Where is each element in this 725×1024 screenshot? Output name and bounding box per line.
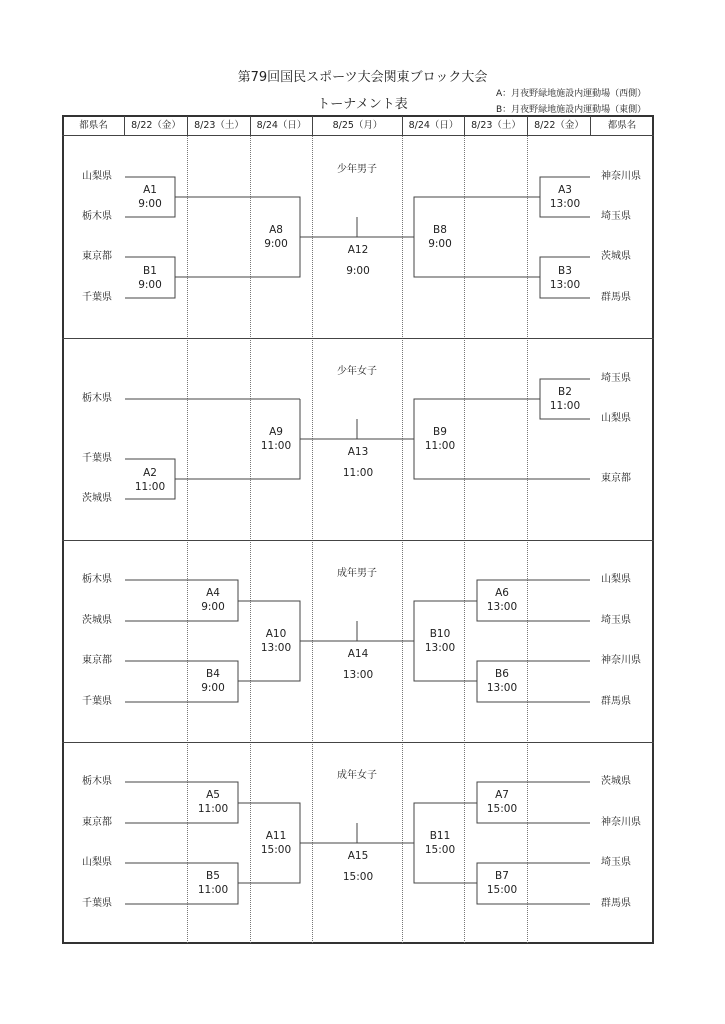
- match-label: [535, 264, 595, 292]
- match-label: [120, 264, 180, 292]
- match-label: [535, 385, 595, 413]
- match-label: [120, 466, 180, 494]
- match-time: 9:00: [201, 601, 225, 613]
- team-left: 栃木県: [82, 211, 112, 222]
- team-left: 茨城県: [82, 615, 112, 626]
- match-code: A9: [269, 426, 283, 438]
- match-time: 13:00: [549, 279, 581, 291]
- header-date: 8/22（金）: [534, 120, 584, 131]
- team-left: 千葉県: [82, 696, 112, 707]
- match-time: 15:00: [486, 803, 518, 815]
- team-left: 東京都: [82, 251, 112, 262]
- match-code: B8: [433, 224, 447, 236]
- match-code: A1: [143, 184, 157, 196]
- match-label: [535, 183, 595, 211]
- match-label: [410, 425, 470, 453]
- match-time: 15:00: [424, 844, 456, 856]
- match-time: 9:00: [428, 238, 452, 250]
- header-date: 8/23（土）: [194, 120, 244, 131]
- match-time: 15:00: [342, 871, 374, 883]
- venue-b: B：月夜野緑地施設内運動場（東側）: [496, 105, 647, 115]
- match-time: 9:00: [138, 279, 162, 291]
- match-code: B3: [558, 265, 572, 277]
- match-code: A10: [265, 628, 287, 640]
- venue-a: A：月夜野緑地施設内運動場（西側）: [496, 89, 647, 99]
- match-time: 11:00: [260, 440, 292, 452]
- match-code: A14: [347, 648, 369, 660]
- header-prefecture-right: 都県名: [607, 120, 637, 131]
- team-left: 栃木県: [82, 393, 112, 404]
- team-left: 山梨県: [82, 857, 112, 868]
- match-code: A8: [269, 224, 283, 236]
- match-time: 9:00: [346, 265, 370, 277]
- match-label: [410, 223, 470, 251]
- match-label: [183, 667, 243, 695]
- team-left: 東京都: [82, 655, 112, 666]
- team-left: 千葉県: [82, 292, 112, 303]
- match-code: B4: [206, 668, 220, 680]
- team-right: 埼玉県: [601, 615, 631, 626]
- match-label: [472, 586, 532, 614]
- match-label: [183, 788, 243, 816]
- match-time: 11:00: [197, 803, 229, 815]
- match-time: 9:00: [264, 238, 288, 250]
- header-date: 8/24（日）: [408, 120, 459, 131]
- match-code: A12: [347, 244, 369, 256]
- match-time: 9:00: [201, 682, 225, 694]
- match-code: B5: [206, 870, 220, 882]
- match-time: 13:00: [342, 669, 374, 681]
- match-time: 11:00: [549, 400, 581, 412]
- team-left: 茨城県: [82, 493, 112, 504]
- team-right: 埼玉県: [601, 373, 631, 384]
- page-title: 第79回国民スポーツ大会関東ブロック大会: [237, 70, 488, 85]
- match-time: 13:00: [486, 682, 518, 694]
- match-time: 11:00: [424, 440, 456, 452]
- team-right: 埼玉県: [601, 211, 631, 222]
- match-label: [183, 869, 243, 897]
- team-left: 栃木県: [82, 574, 112, 585]
- header-date: 8/22（金）: [131, 120, 181, 131]
- match-code: B7: [495, 870, 509, 882]
- team-left: 千葉県: [82, 898, 112, 909]
- match-code: A2: [143, 467, 157, 479]
- header-date: 8/23（土）: [471, 120, 521, 131]
- section-title: 成年女子: [337, 770, 377, 781]
- match-code: A3: [558, 184, 572, 196]
- match-time: 11:00: [197, 884, 229, 896]
- team-right: 群馬県: [601, 898, 631, 909]
- match-code: A4: [206, 587, 220, 599]
- team-right: 山梨県: [601, 574, 631, 585]
- match-label: [328, 644, 388, 686]
- match-label: [328, 846, 388, 888]
- match-label: [410, 627, 470, 655]
- match-code: A5: [206, 789, 220, 801]
- team-right: 山梨県: [601, 413, 631, 424]
- match-code: A13: [347, 446, 369, 458]
- match-code: A6: [495, 587, 509, 599]
- match-time: 13:00: [260, 642, 292, 654]
- match-time: 13:00: [486, 601, 518, 613]
- match-time: 13:00: [549, 198, 581, 210]
- match-label: [472, 869, 532, 897]
- team-right: 神奈川県: [601, 171, 641, 182]
- match-time: 15:00: [486, 884, 518, 896]
- team-right: 神奈川県: [601, 655, 641, 666]
- team-left: 栃木県: [82, 776, 112, 787]
- match-code: B10: [429, 628, 451, 640]
- match-time: 11:00: [342, 467, 374, 479]
- team-right: 群馬県: [601, 696, 631, 707]
- match-label: [328, 442, 388, 484]
- team-left: 山梨県: [82, 171, 112, 182]
- match-code: B11: [429, 830, 451, 842]
- match-label: [472, 667, 532, 695]
- match-label: [410, 829, 470, 857]
- match-time: 11:00: [134, 481, 166, 493]
- match-label: [328, 240, 388, 282]
- match-time: 13:00: [424, 642, 456, 654]
- team-right: 埼玉県: [601, 857, 631, 868]
- team-left: 千葉県: [82, 453, 112, 464]
- page-subtitle: トーナメント表: [317, 97, 408, 112]
- match-code: B1: [143, 265, 157, 277]
- team-right: 東京都: [601, 473, 631, 484]
- match-code: A7: [495, 789, 509, 801]
- team-right: 神奈川県: [601, 817, 641, 828]
- match-code: B9: [433, 426, 447, 438]
- team-right: 群馬県: [601, 292, 631, 303]
- match-code: A11: [265, 830, 287, 842]
- header-date: 8/24（日）: [256, 120, 307, 131]
- match-label: [183, 586, 243, 614]
- match-code: A15: [347, 850, 369, 862]
- match-code: B2: [558, 386, 572, 398]
- section-title: 少年女子: [337, 366, 377, 377]
- match-label: [472, 788, 532, 816]
- header-prefecture-left: 都県名: [79, 120, 108, 131]
- match-time: 15:00: [260, 844, 292, 856]
- team-left: 東京都: [82, 817, 112, 828]
- match-label: [246, 829, 306, 857]
- section-title: 少年男子: [337, 164, 377, 175]
- match-label: [246, 425, 306, 453]
- match-code: B6: [495, 668, 509, 680]
- match-label: [246, 627, 306, 655]
- match-label: [120, 183, 180, 211]
- match-time: 9:00: [138, 198, 162, 210]
- team-right: 茨城県: [601, 251, 631, 262]
- match-label: [246, 223, 306, 251]
- section-title: 成年男子: [337, 568, 377, 579]
- team-right: 茨城県: [601, 776, 631, 787]
- header-date: 8/25（月）: [332, 120, 383, 131]
